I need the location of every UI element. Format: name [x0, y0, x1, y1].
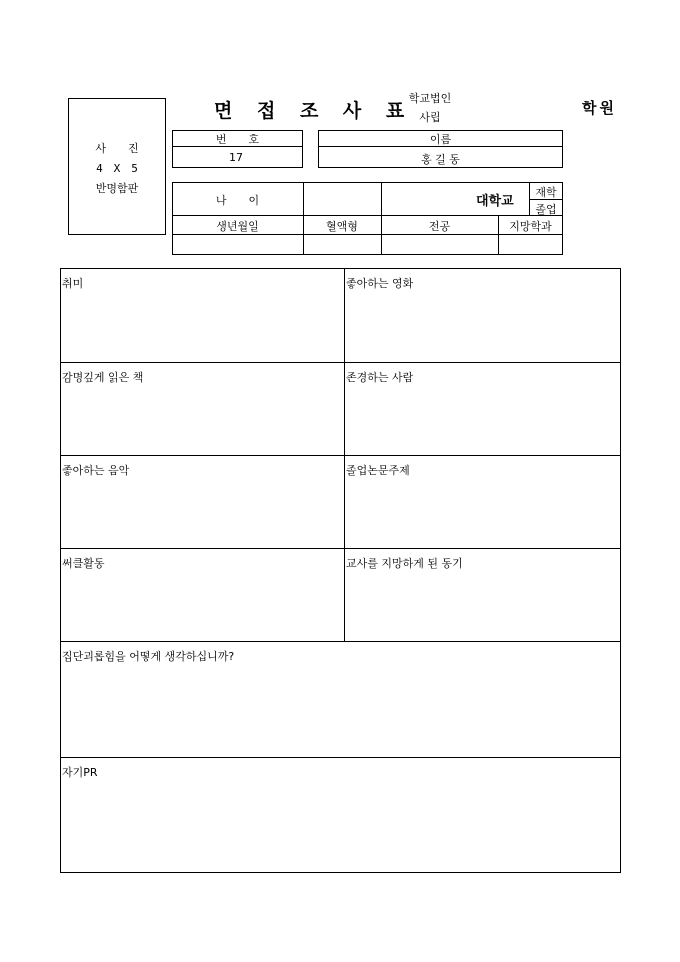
- graduated-label: 졸업: [535, 203, 557, 216]
- number-label: 번 호: [215, 133, 260, 146]
- club-label: 써클활동: [62, 557, 105, 570]
- academy-label: 학원: [582, 99, 617, 117]
- university-label: 대학교: [476, 194, 514, 209]
- q-row-divider-3: [60, 548, 621, 549]
- blood-label: 혈액형: [326, 220, 358, 233]
- hobby-label: 취미: [62, 277, 84, 290]
- birth-label: 생년월일: [216, 220, 259, 233]
- info-row-divider-2: [172, 234, 563, 235]
- school-corp-label: 학교법인: [408, 92, 452, 105]
- pr-label: 자기PR: [62, 766, 98, 779]
- dept-label: 지망학과: [509, 220, 552, 233]
- q-row-divider-1: [60, 362, 621, 363]
- book-label: 감명깊게 읽은 책: [62, 371, 144, 384]
- photo-size: 4 X 5: [96, 162, 138, 175]
- respect-label: 존경하는 사람: [346, 371, 414, 384]
- info-row-divider-1: [172, 215, 563, 216]
- age-label: 나 이: [215, 194, 260, 207]
- motive-label: 교사를 지망하게 된 동기: [346, 557, 463, 570]
- photo-type: 반명함판: [95, 182, 139, 195]
- photo-label: 사 진: [95, 142, 139, 155]
- q-row-divider-4: [60, 641, 621, 642]
- music-label: 좋아하는 음악: [62, 464, 130, 477]
- bullying-label: 집단괴롭힘을 어떻게 생각하십니까?: [62, 650, 235, 663]
- enrolled-label: 재학: [535, 186, 557, 199]
- page-title: 면 접 조 사 표: [214, 100, 414, 122]
- name-value: 홍 길 동: [421, 153, 460, 166]
- q-row-divider-5: [60, 757, 621, 758]
- movie-label: 좋아하는 영화: [346, 277, 414, 290]
- name-label: 이름: [429, 133, 452, 146]
- thesis-label: 졸업논문주제: [346, 464, 410, 477]
- number-value: 17: [229, 151, 243, 164]
- q-col-divider: [344, 268, 345, 641]
- q-row-divider-2: [60, 455, 621, 456]
- major-label: 전공: [428, 220, 451, 233]
- private-label: 사립: [419, 111, 441, 124]
- questions-table: [60, 268, 621, 873]
